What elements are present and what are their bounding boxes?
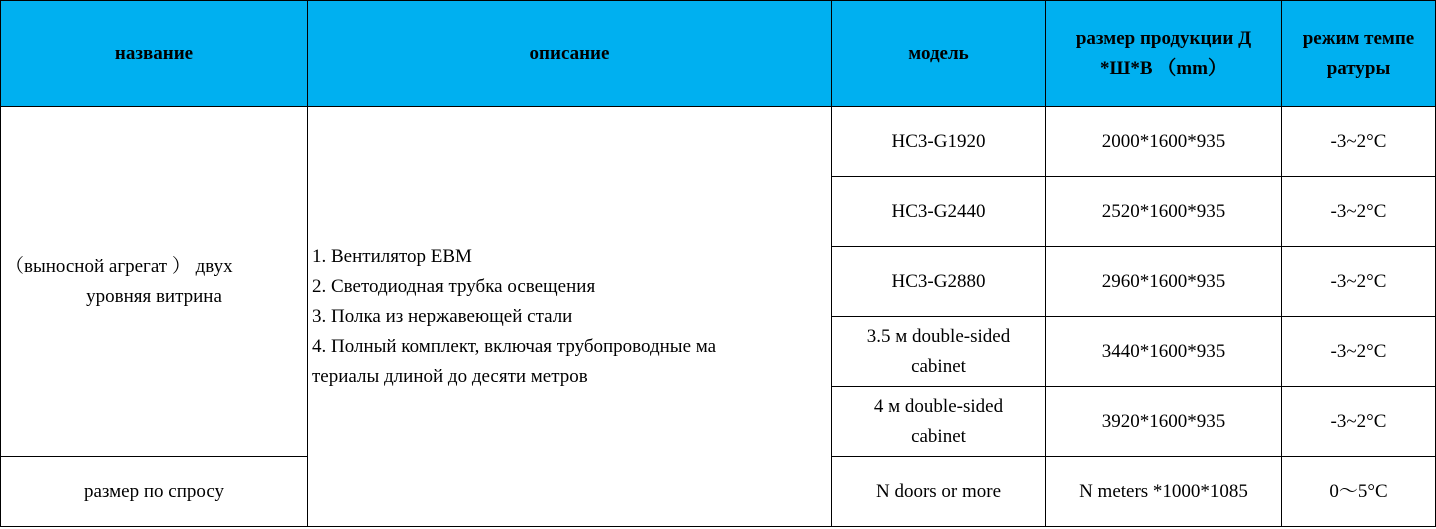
size-cell: 3440*1600*935	[1046, 317, 1282, 387]
header-name: название	[1, 1, 308, 107]
product-name-line1: （выносной агрегат ） двух	[5, 255, 233, 277]
model-cell	[832, 387, 1046, 457]
header-temp-line1: режим темпе	[1302, 27, 1415, 49]
temperature-cell: -3~2°C	[1282, 177, 1436, 247]
description-line: 2. Светодиодная трубка освещения	[312, 275, 596, 297]
size-cell: N meters *1000*1085	[1046, 457, 1282, 527]
size-cell: 2520*1600*935	[1046, 177, 1282, 247]
description-line: 3. Полка из нержавеющей стали	[312, 305, 573, 327]
custom-size-cell: размер по спросу	[1, 457, 308, 527]
header-temperature	[1282, 1, 1436, 107]
size-cell: 2000*1600*935	[1046, 107, 1282, 177]
temperature-cell: -3~2°C	[1282, 107, 1436, 177]
header-size-line1: размер продукции Д	[1075, 27, 1252, 49]
product-name-line2: уровняя витрина	[86, 285, 222, 307]
temperature-cell: -3~2°C	[1282, 387, 1436, 457]
header-description: описание	[308, 1, 832, 107]
model-cell: N doors or more	[832, 457, 1046, 527]
product-name-cell	[1, 107, 308, 457]
temperature-cell: -3~2°C	[1282, 247, 1436, 317]
model-cell	[832, 317, 1046, 387]
table-row	[1, 107, 1436, 177]
temperature-cell: 0～5°C	[1282, 457, 1436, 527]
header-model: модель	[832, 1, 1046, 107]
model-line2: cabinet	[911, 425, 966, 447]
model-line2: cabinet	[911, 355, 966, 377]
header-row	[1, 1, 1436, 107]
model-cell: HC3-G1920	[832, 107, 1046, 177]
size-cell: 2960*1600*935	[1046, 247, 1282, 317]
header-size-line2: *Ш*В （mm）	[1100, 57, 1227, 79]
description-line: 1. Вентилятор EBM	[312, 245, 472, 267]
description-line: териалы длиной до десяти метров	[312, 365, 588, 387]
description-cell	[308, 107, 832, 527]
model-line1: 3.5 м double-sided	[866, 325, 1011, 347]
model-cell: HC3-G2440	[832, 177, 1046, 247]
model-cell: HC3-G2880	[832, 247, 1046, 317]
header-size	[1046, 1, 1282, 107]
header-temp-line2: ратуры	[1326, 57, 1391, 79]
description-line: 4. Полный комплект, включая трубопроводные ма	[312, 335, 717, 357]
size-cell: 3920*1600*935	[1046, 387, 1282, 457]
temperature-cell: -3~2°C	[1282, 317, 1436, 387]
model-line1: 4 м double-sided	[873, 395, 1004, 417]
